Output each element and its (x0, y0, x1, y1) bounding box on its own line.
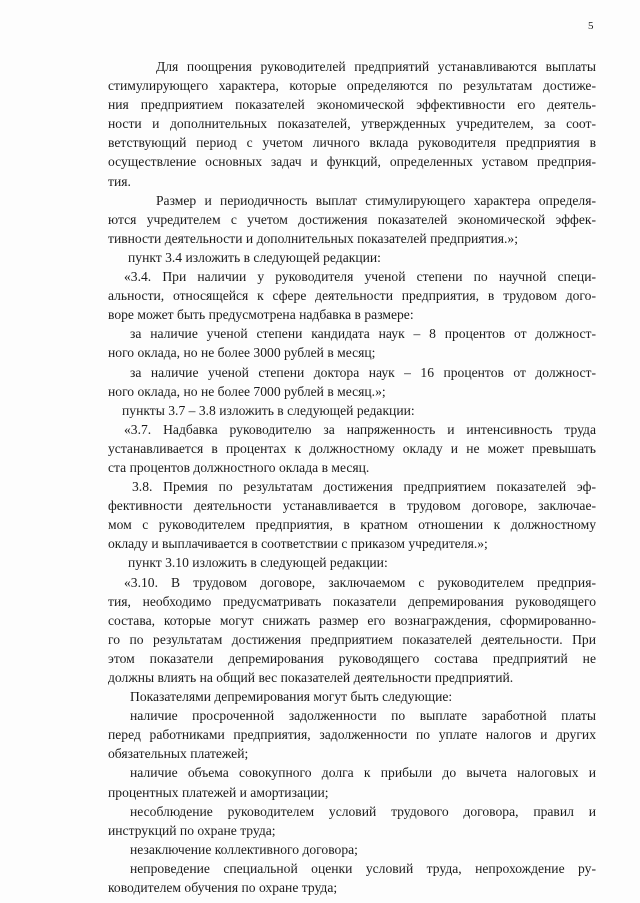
text-line: ного оклада, но не более 3000 рублей в месяц; (108, 345, 376, 361)
text-line: незаключение коллективного договора; (130, 841, 358, 857)
text-line: инструкций по охране труда; (108, 822, 276, 838)
page-number: 5 (588, 20, 594, 32)
text-line: фективности деятельности устанавливается в трудовом договоре, заключае- (108, 498, 596, 514)
text-line: ководителем обучения по охране труда; (108, 880, 338, 896)
text-line: пункт 3.10 изложить в следующей редакции: (128, 555, 388, 571)
text-line: воре может быть предусмотрена надбавка в размере: (108, 307, 414, 323)
text-line: ются учредителем с учетом достижения показателей экономической эффек- (108, 211, 596, 227)
text-line: ного оклада, но не более 7000 рублей в месяц.»; (108, 383, 386, 399)
text-line: ния предприятием показателей экономической эффективности его деятель- (108, 97, 596, 113)
text-line: осуществление основных задач и функций, определенных уставом предприя- (108, 154, 596, 170)
text-line: окладу и выплачивается в соответствии с приказом учредителя.»; (108, 536, 488, 552)
text-line: должны влиять на общий вес показателей деятельности предприятий. (108, 670, 514, 685)
text-line: несоблюдение руководителем условий трудового договора, правил и (130, 803, 596, 819)
text-line: «3.7. Надбавка руководителю за напряженность и интенсивность труда (124, 421, 596, 437)
text-line: 3.8. Премия по результатам достижения предприятием показателей эф- (132, 479, 596, 495)
text-line: тия. (108, 173, 131, 189)
text-line: наличие объема совокупного долга к прибыли до вычета налоговых и (130, 765, 596, 781)
text-line: пункты 3.7 – 3.8 изложить в следующей редакции: (122, 402, 415, 418)
text-line: «3.4. При наличии у руководителя ученой степени по научной специ- (124, 269, 596, 285)
text-line: тия, необходимо предусматривать показатели депремирования руководящего (108, 593, 596, 609)
text-line: стимулирующего характера, которые определяются по результатам достиже- (108, 78, 596, 94)
text-line: наличие просроченной задолженности по выплате заработной платы (130, 708, 596, 724)
text-line: Размер и периодичность выплат стимулирующего характера определя- (156, 192, 596, 208)
body-text (108, 57, 596, 897)
text-line: ности и дополнительных показателей, утвержденных учредителем, за соот- (108, 116, 596, 132)
text-line: Для поощрения руководителей предприятий устанавливаются выплаты (156, 59, 596, 74)
text-line: пункт 3.4 изложить в следующей редакции: (128, 249, 381, 265)
text-line: этом показатели депремирования руководящего состава предприятий не (108, 650, 596, 666)
text-line: го по результатам достижения предприятием показателей деятельности. При (108, 631, 596, 647)
text-line: обязательных платежей; (108, 746, 249, 762)
text-line: Показателями депремирования могут быть следующие: (130, 689, 453, 705)
text-line: мом с руководителем предприятия, в кратном отношении к должностному (108, 517, 596, 533)
text-line: «3.10. В трудовом договоре, заключаемом с руководителем предприя- (124, 574, 596, 590)
text-line: ветствующий период с учетом личного вклада руководителя предприятия в (108, 135, 596, 151)
text-line: устанавливается в процентах к должностному окладу и не может превышать (108, 440, 596, 456)
text-line: непроведение специальной оценки условий труда, непрохождение ру- (130, 860, 596, 876)
text-line: процентных платежей и амортизации; (108, 784, 329, 800)
text-line: тивности деятельности и дополнительных показателей предприятия.»; (108, 230, 518, 246)
text-line: альности, относящейся к сфере деятельности предприятия, в трудовом дого- (108, 288, 596, 304)
text-line: перед работниками предприятия, задолженности по уплате налогов и других (108, 727, 596, 743)
text-line: за наличие ученой степени кандидата наук – 8 процентов от должност- (130, 326, 596, 342)
text-line: за наличие ученой степени доктора наук – 16 процентов от должност- (130, 364, 596, 380)
text-line: состава, которые могут снижать размер его вознаграждения, сформированно- (108, 612, 596, 628)
text-line: ста процентов должностного оклада в месяц. (108, 459, 370, 475)
